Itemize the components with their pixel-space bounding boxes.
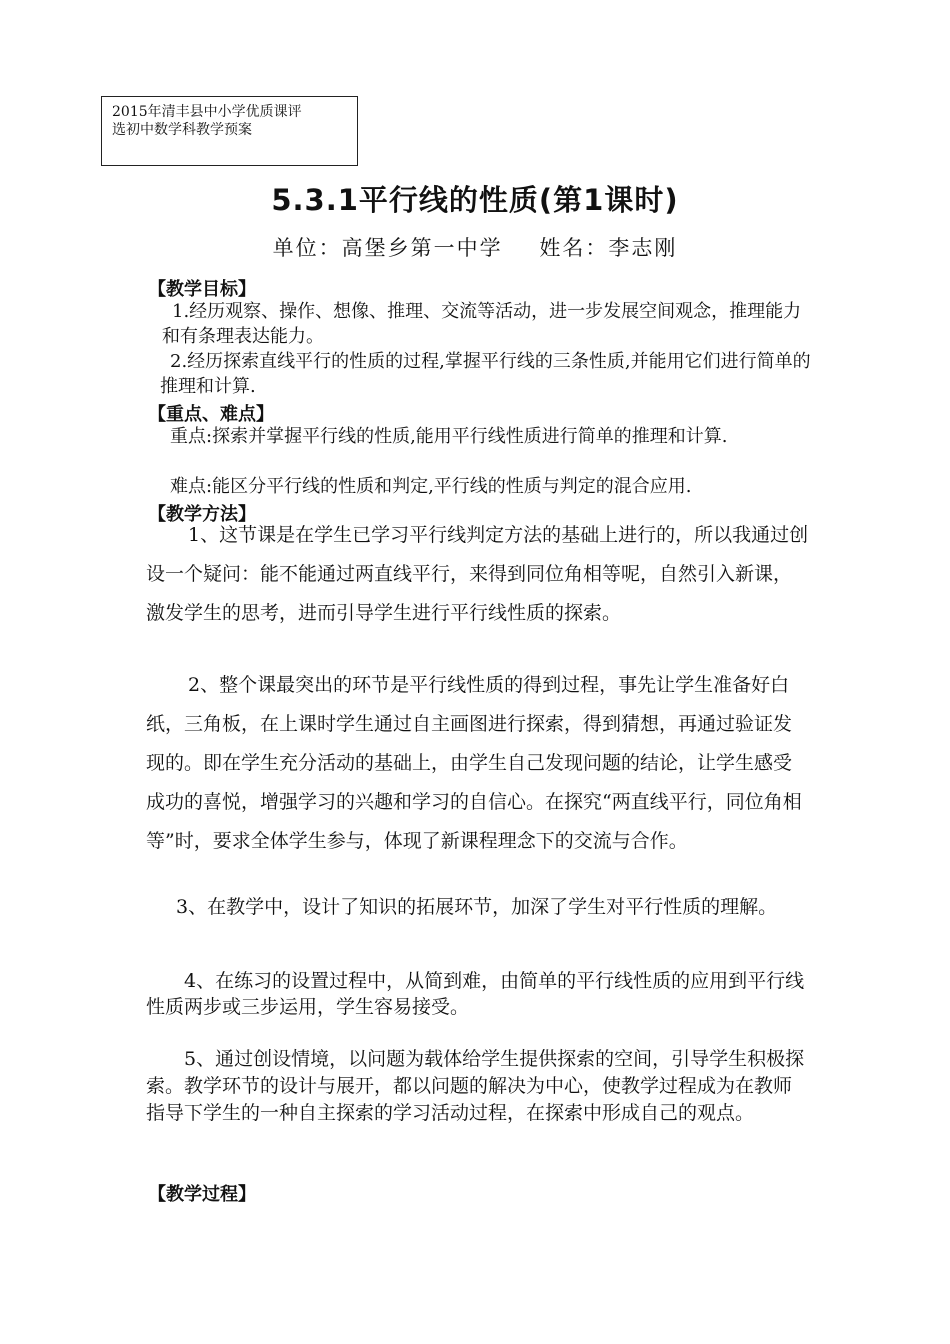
goals-paragraph-2: 2.经历探索直线平行的性质的过程,掌握平行线的三条性质,并能用它们进行简单的推理和计算. [160,351,811,397]
author-line [0,232,950,262]
section-heading-key-points: 【重点、难点】 [148,404,274,425]
author-name: 姓名：李志刚 [539,236,678,260]
methods-paragraph-2: 2、整个课最突出的环节是平行线性质的得到过程，事先让学生准备好白纸，三角板，在上课时学生通过自主画图进行探索，得到猜想，再通过验证发现的。即在学生充分活动的基础上，由学生自己发现问题的结论，让学生感受成功的喜悦，增强学习的兴趣和学习的自信心。在探究“两直线平行，同位角相等”时，要求全体学生参与，体现了新课程理念下的交流与合作。 [146,674,802,852]
section-heading-goals: 【教学目标】 [148,279,256,300]
header-label-box [101,96,358,166]
methods-paragraph-1: 1、这节课是在学生已学习平行线判定方法的基础上进行的，所以我通过创设一个疑问：能不能通过两直线平行，来得到同位角相等呢，自然引入新课，激发学生的思考，进而引导学生进行平行线性质的探索。 [146,524,809,624]
header-label-line2: 选初中数学科教学预案 [112,122,252,138]
section-heading-process: 【教学过程】 [148,1184,256,1205]
methods-paragraph-4: 4、在练习的设置过程中，从简到难，由简单的平行线性质的应用到平行线性质两步或三步运用，学生容易接受。 [146,970,805,1018]
goals-paragraph-1: 1.经历观察、操作、想像、推理、交流等活动，进一步发展空间观念，推理能力和有条理表达能力。 [162,301,802,347]
section-heading-methods: 【教学方法】 [148,504,256,525]
page-title: 5.3.1平行线的性质(第1课时) [271,183,679,217]
key-points-paragraph-1: 重点:探索并掌握平行线的性质,能用平行线性质进行简单的推理和计算. [170,426,728,447]
author-unit: 单位：高堡乡第一中学 [272,236,503,260]
key-points-paragraph-2: 难点:能区分平行线的性质和判定,平行线的性质与判定的混合应用. [170,476,692,497]
methods-paragraph-3: 3、在教学中，设计了知识的拓展环节，加深了学生对平行性质的理解。 [176,896,778,918]
header-label-line1: 2015年清丰县中小学优质课评 [112,104,302,120]
methods-paragraph-5: 5、通过创设情境，以问题为载体给学生提供探索的空间，引导学生积极探索。教学环节的设计与展开，都以问题的解决为中心，使教学过程成为在教师指导下学生的一种自主探索的学习活动过程，在探索中形成自己的观点。 [146,1048,805,1124]
